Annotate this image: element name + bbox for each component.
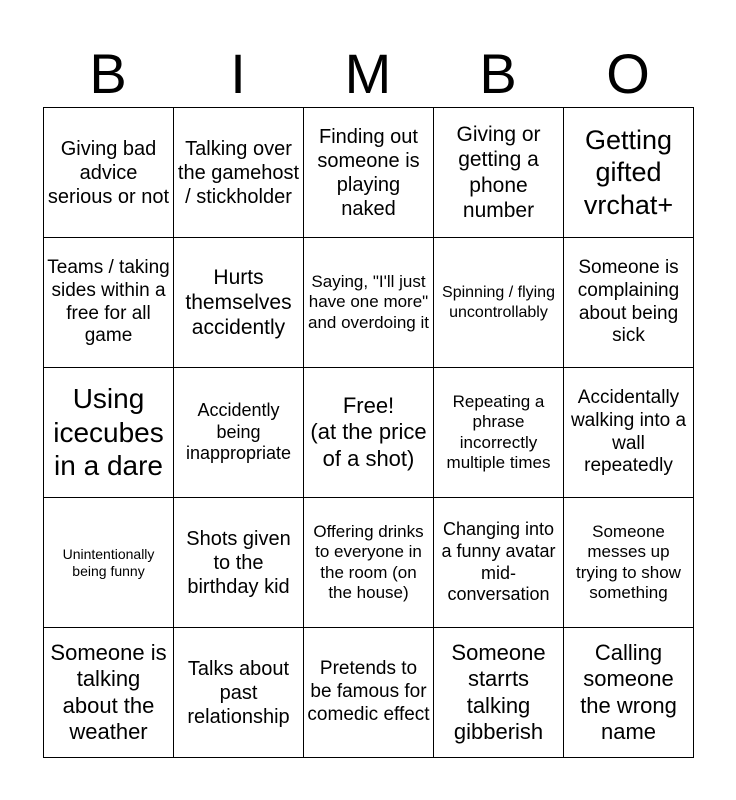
bingo-cell[interactable]: Hurts themselves accidently <box>174 238 304 368</box>
bingo-cell[interactable]: Someone messes up trying to show something <box>564 498 694 628</box>
bingo-cell[interactable]: Offering drinks to everyone in the room (on the house) <box>304 498 434 628</box>
board-row <box>44 628 694 758</box>
bingo-cell[interactable]: Someone is talking about the weather <box>44 628 174 758</box>
bingo-cell[interactable]: Calling someone the wrong name <box>564 628 694 758</box>
bingo-cell[interactable]: Spinning / flying uncontrollably <box>434 238 564 368</box>
bingo-cell[interactable]: Accidentally walking into a wall repeatedly <box>564 368 694 498</box>
bingo-header <box>43 40 693 108</box>
bingo-cell[interactable]: Finding out someone is playing naked <box>304 108 434 238</box>
header-letter-b2: B <box>479 42 517 105</box>
bingo-cell[interactable]: Free! (at the price of a shot) <box>304 368 434 498</box>
bingo-cell[interactable]: Shots given to the birthday kid <box>174 498 304 628</box>
bingo-board <box>43 107 694 758</box>
header-letter-m: M <box>344 42 392 105</box>
bingo-cell[interactable]: Someone starrts talking gibberish <box>434 628 564 758</box>
bingo-cell[interactable]: Using icecubes in a dare <box>44 368 174 498</box>
header-letter-b: B <box>89 42 127 105</box>
bingo-cell[interactable]: Changing into a funny avatar mid-conversation <box>434 498 564 628</box>
bingo-cell[interactable]: Accidently being inappropriate <box>174 368 304 498</box>
header-letter-i: I <box>230 42 246 105</box>
bingo-cell[interactable]: Talks about past relationship <box>174 628 304 758</box>
bingo-cell[interactable]: Repeating a phrase incorrectly multiple times <box>434 368 564 498</box>
bingo-cell[interactable]: Someone is complaining about being sick <box>564 238 694 368</box>
board-row <box>44 238 694 368</box>
bingo-cell[interactable]: Saying, "I'll just have one more" and overdoing it <box>304 238 434 368</box>
bingo-cell[interactable]: Getting gifted vrchat+ <box>564 108 694 238</box>
board-row <box>44 498 694 628</box>
bingo-cell[interactable]: Giving or getting a phone number <box>434 108 564 238</box>
bingo-cell[interactable]: Pretends to be famous for comedic effect <box>304 628 434 758</box>
bingo-cell[interactable]: Teams / taking sides within a free for all game <box>44 238 174 368</box>
bingo-cell[interactable]: Giving bad advice serious or not <box>44 108 174 238</box>
board-row <box>44 108 694 238</box>
board-row <box>44 368 694 498</box>
bingo-cell[interactable]: Unintentionally being funny <box>44 498 174 628</box>
header-letter-o: O <box>606 42 650 105</box>
bingo-cell[interactable]: Talking over the gamehost / stickholder <box>174 108 304 238</box>
